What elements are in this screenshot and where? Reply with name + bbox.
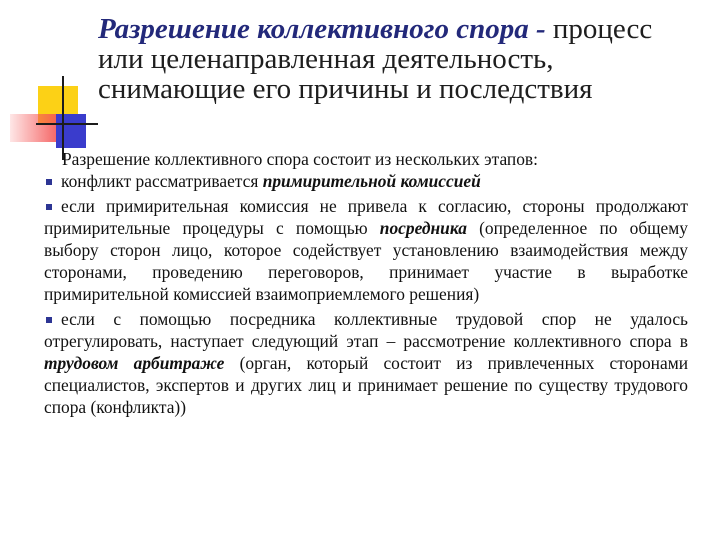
square-bullet-icon — [46, 317, 52, 323]
item-text-cont: (определенное по общему выбору сторон лицо, которое содействует установлению взаимодействия между сторонами, проведению переговоров, принимает участие в выработке примирительной комиссией взаимоприемлемого решения) — [44, 218, 688, 304]
square-bullet-icon — [46, 204, 52, 210]
item-emphasis: посредника — [379, 218, 467, 238]
title-definition: процесс или целенаправленная деятельность, снимающие его причины и последствия — [98, 13, 653, 105]
body-intro: Разрешение коллективного спора состоит из нескольких этапов: — [62, 149, 538, 169]
slide-body — [44, 148, 688, 421]
decor-blue-square — [56, 114, 86, 148]
title-term: Разрешение коллективного спора - — [98, 13, 546, 45]
item-text: если с помощью посредника коллективные трудовой спор не удалось отрегулировать, наступает следующий этап – рассмотрение коллективного спора в — [44, 309, 688, 351]
list-item — [44, 308, 688, 418]
item-text: если примирительная комиссия не привела к согласию, стороны продолжают примирительные процедуры с помощью — [44, 196, 688, 238]
list-item — [44, 195, 688, 305]
decor-horizontal-line — [36, 123, 98, 125]
square-bullet-icon — [46, 179, 52, 185]
item-emphasis: трудовом арбитраже — [44, 353, 225, 373]
item-text-cont: (орган, который состоит из привлеченных сторонами специалистов, экспертов и других лиц и принимает решение по существу трудового спора (конфликта)) — [44, 353, 689, 417]
list-item — [44, 170, 688, 192]
decor-red-gradient-bar — [10, 114, 60, 142]
slide-title — [98, 14, 698, 104]
item-emphasis: примирительной комиссией — [262, 171, 481, 191]
item-text: конфликт рассматривается — [61, 171, 263, 191]
